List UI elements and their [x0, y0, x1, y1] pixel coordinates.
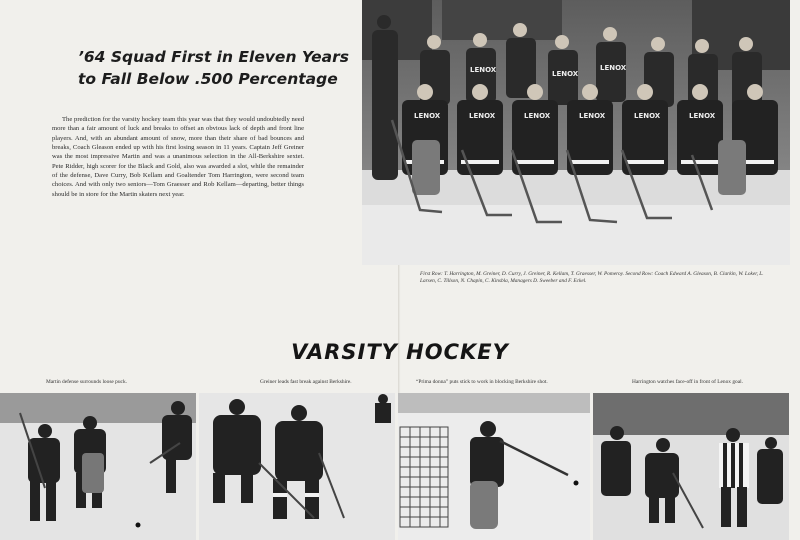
- jersey-text: LENOX: [524, 112, 551, 120]
- action-photo-1: [0, 393, 196, 540]
- caption-label-first-row: First Row:: [420, 271, 443, 277]
- jersey-text: LENOX: [552, 70, 579, 78]
- team-photo-caption: [420, 271, 772, 286]
- caption-second-row: Coach Edward A. Gleason, B. Clarkin, W. Loker, L. Larsen, C. Tillson, N. Chapin, C. Kinsbla, Managers D. Sweeber and F. Eckel.: [420, 271, 764, 285]
- jersey-text: LENOX: [600, 64, 627, 72]
- caption-first-row: T. Harrington, M. Greiner, D. Curry, J. Greiner, R. Kellam, T. Graesser, W. Pomeroy.: [444, 271, 624, 277]
- headline-line-1: ’64 Squad First in Eleven Years: [78, 48, 349, 66]
- section-title: VARSITY HOCKEY: [291, 340, 509, 364]
- jersey-text: LENOX: [469, 112, 496, 120]
- team-photo: [362, 0, 790, 265]
- photo-caption-1: Martin defense surrounds loose puck.: [46, 379, 127, 385]
- article-headline: [78, 46, 358, 90]
- caption-label-second-row: Second Row:: [625, 271, 654, 277]
- action-photo-2: [199, 393, 395, 540]
- action-photo-3: [398, 393, 590, 540]
- jersey-text: LENOX: [470, 66, 497, 74]
- article-body: The prediction for the varsity hockey team this year was that they would undoubtedly need more than a fair amount of luck and breaks to offset an obvious lack of depth and front line players. And, with an abundant amount of snow, more than their share of bad bounces and breaks, Coach Gleason ended up with his first losing season in 11 years. Captain Jeff Greiner was the most impressive Martin and was a unanimous selection in the All-Berkshire sextet. Pete Ridder, high scorer for the Black and Gold, also was awarded a slot, while the remainder of the defense, Dave Curry, Bob Kellam and Goaltender Tom Harrington, were second team choices. And with only two seniors—Tom Graesser and Rob Kellam—departing, better things should be in store for the Martin skaters next year.: [52, 116, 304, 198]
- jersey-text: LENOX: [689, 112, 716, 120]
- photo-caption-2: Greiner leads fast break against Berkshire.: [260, 379, 352, 385]
- jersey-text: LENOX: [634, 112, 661, 120]
- jersey-text: LENOX: [579, 112, 606, 120]
- photo-caption-3: “Prima donna” puts stick to work in blocking Berkshire shot.: [416, 379, 548, 385]
- jersey-text: LENOX: [414, 112, 441, 120]
- action-photo-4: [593, 393, 789, 540]
- photo-caption-4: Harrington watches face-off in front of Lenox goal.: [632, 379, 743, 385]
- headline-line-2: to Fall Below .500 Percentage: [78, 70, 338, 88]
